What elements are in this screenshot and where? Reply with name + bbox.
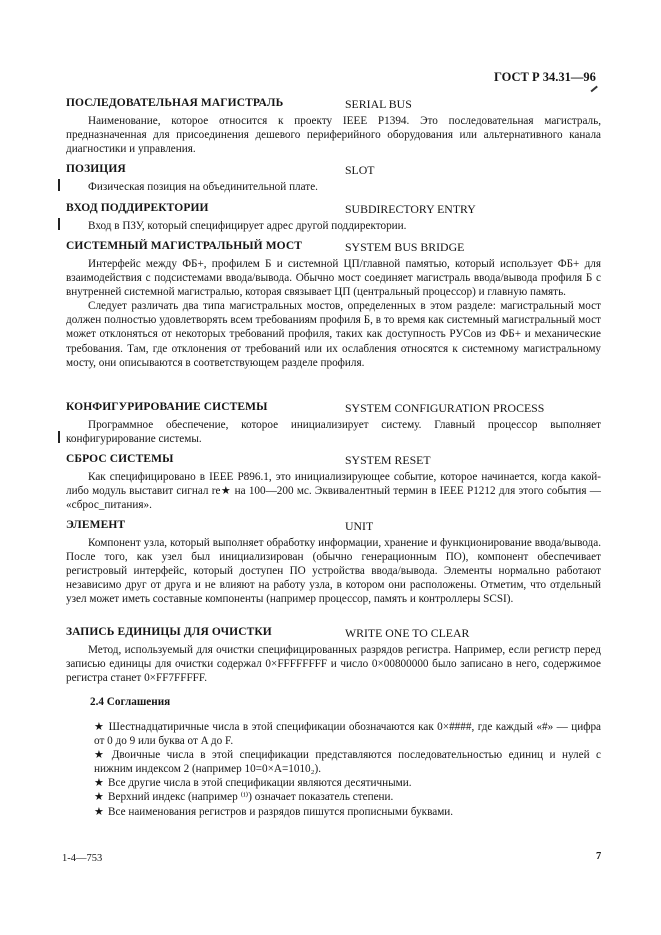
change-bar (58, 431, 60, 443)
term-definition: Программное обеспечение, которое инициализирует систему. Главный процессор выполняет конфигурирование системы. (66, 419, 601, 446)
standard-header: ГОСТ Р 34.31—96 (494, 70, 596, 84)
list-item: ★ Все другие числа в этой спецификации являются десятичными. (94, 777, 412, 790)
term-definition: Вход в ПЗУ, который специфицирует адрес другой поддиректории. (88, 220, 407, 232)
term-definition: Компонент узла, который выполняет обработку информации, хранение и функционирование ввода/вывода. После того, как узел был инициализирован (обычно генерационным ПО), компонент обеспечивает регистровый интерфейс, который доступен ПО устройства ввода/вывода. Элементы нормально работают независимо друг от друга и не влияют на работу узла, в котором они расположены. Отметим, что отдельный узел может иметь составные компоненты (например процессор, память и контроллеры SCSI). (66, 537, 601, 606)
term-title-ru: ПОЗИЦИЯ (66, 163, 126, 175)
term-definition: Интерфейс между ФБ+, профилем Б и системной ЦП/главной памятью, который использует ФБ+ для взаимодействия с подсистемами ввода/вывода. Обычно мост соединяет магистраль ввода/вывода профиля Б с внутренней системной магистралью, которая связывает ЦП (центральный процессор) и главную память. (66, 258, 601, 299)
star-bullet-icon: ★ (94, 749, 108, 762)
list-item: ★ Верхний индекс (например ⁽ⁱ⁾) означает показатель степени. (94, 791, 394, 804)
term-title-ru: ЗАПИСЬ ЕДИНИЦЫ ДЛЯ ОЧИСТКИ (66, 626, 272, 638)
star-bullet-icon: ★ (94, 805, 105, 818)
term-title-ru: ЭЛЕМЕНТ (66, 519, 126, 531)
section-heading: 2.4 Соглашения (90, 696, 171, 708)
term-definition: Физическая позиция на объединительной плате. (88, 181, 318, 193)
mark-stroke (590, 86, 597, 92)
list-item: ★ Все наименования регистров и разрядов пишутся прописными буквами. (94, 805, 454, 818)
term-system-bus-bridge (66, 240, 601, 370)
term-definition: Как специфицировано в IEEE P896.1, это инициализирующее событие, которое начинается, когда какой-либо модуль выставит сигнал rе★ на 100—200 мс. Эквивалентный термин в IEEE P1212 для этого события — «сброс_питания». (66, 471, 601, 512)
term-title-en: UNIT (345, 519, 374, 533)
term-subdirectory-entry (66, 202, 601, 233)
star-bullet-icon: ★ (94, 721, 105, 733)
change-bar (58, 179, 60, 191)
term-title-en: SYSTEM BUS BRIDGE (345, 240, 465, 254)
star-bullet-icon: ★ (94, 777, 105, 790)
conventions-list (66, 720, 601, 819)
term-title-ru: КОНФИГУРИРОВАНИЕ СИСТЕМЫ (66, 401, 268, 413)
term-system-configuration (66, 401, 601, 446)
term-title-ru: СБРОС СИСТЕМЫ (66, 453, 174, 465)
term-serial-bus (66, 97, 601, 156)
term-title-en: SUBDIRECTORY ENTRY (345, 202, 476, 216)
term-title-en: SYSTEM CONFIGURATION PROCESS (345, 401, 545, 415)
list-item: ★ Шестнадцатиричные числа в этой спецификации обозначаются как 0×####, где каждый «#» — цифра от 0 до 9 или буква от A до F. (94, 721, 602, 748)
page-number: 7 (596, 851, 602, 862)
term-title-en: SERIAL BUS (345, 97, 412, 111)
term-slot (66, 163, 601, 194)
change-bar (58, 218, 60, 230)
term-definition: Наименование, которое относится к проекту IEEE P1394. Это последовательная магистраль, предназначенная для присоединения дешевого периферийного оборудования или альтернативного канала диагностики и управления. (66, 115, 601, 156)
star-bullet-icon: ★ (94, 791, 105, 804)
term-definition: Следует различать два типа магистральных мостов, определенных в этом разделе: магистральный мост должен полностью удовлетворять всем требованиям профиля Б, в то время как системный магистральный мост может отклоняться от некоторых требований профиля, таких как доступность РУСов из ФБ+ и механические требования. Там, где отклонения от требований или их ослабления относятся к системному магистральному мосту, они описываются в соответствующем разделе профиля. (66, 300, 601, 369)
list-item: ★ Двоичные числа в этой спецификации представляются последовательностью единиц и нулей с нижним индексом 2 (например 10=0×A=1010₂). (94, 749, 602, 776)
term-unit (66, 519, 601, 606)
term-write-one-to-clear (66, 626, 601, 685)
term-title-ru: СИСТЕМНЫЙ МАГИСТРАЛЬНЫЙ МОСТ (66, 240, 303, 252)
term-definition: Метод, используемый для очистки специфицированных разрядов регистра. Например, если регистр перед записью единицы для очистки содержал 0×FFFFFFFF и число 0×00800000 было записано в него, содержимое регистра станет 0×FF7FFFFF. (66, 644, 601, 685)
term-title-en: SYSTEM RESET (345, 453, 431, 467)
term-title-ru: ПОСЛЕДОВАТЕЛЬНАЯ МАГИСТРАЛЬ (66, 97, 284, 109)
term-system-reset (66, 453, 601, 512)
term-title-en: SLOT (345, 163, 375, 177)
term-title-en: WRITE ONE TO CLEAR (345, 626, 470, 640)
term-title-ru: ВХОД ПОДДИРЕКТОРИИ (66, 202, 209, 214)
footer-code: 1-4—753 (62, 853, 103, 864)
